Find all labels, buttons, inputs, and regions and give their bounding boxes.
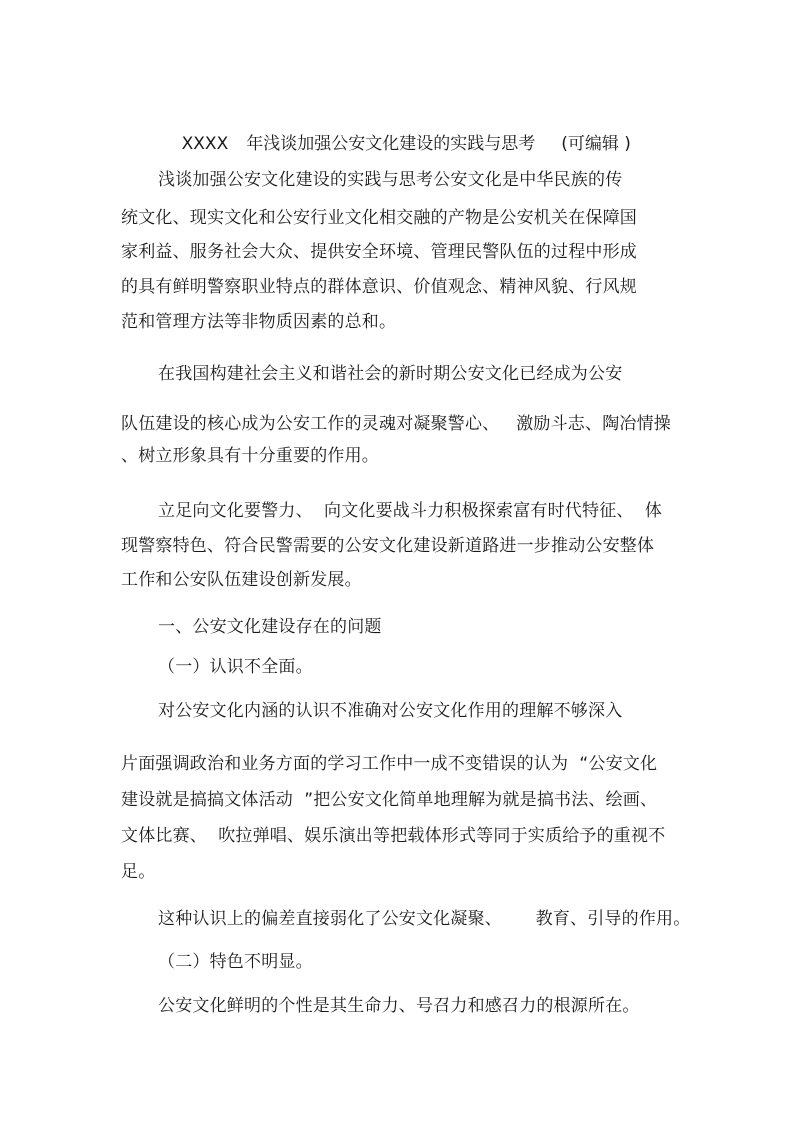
subsection-heading-2: （二）特色不明显。: [158, 952, 313, 972]
paragraph-1-line-5: 范和管理方法等非物质因素的总和。: [121, 312, 397, 332]
paragraph-3-line-1: 立足向文化要警力、 向文化要战斗力积极探索富有时代特征、 体: [158, 501, 663, 521]
paragraph-4-line-1: 对公安文化内涵的认识不准确对公安文化作用的理解不够深入: [158, 701, 623, 721]
paragraph-1-line-4: 的具有鲜明警察职业特点的群体意识、价值观念、精神风貌、行风规: [121, 277, 637, 297]
paragraph-5-line-1: 片面强调政治和业务方面的学习工作中一成不变错误的认为 “公安文化: [121, 754, 658, 774]
subsection-heading-1: （一）认识不全面。: [158, 657, 313, 677]
paragraph-7-line-1: 公安文化鲜明的个性是其生命力、号召力和感召力的根源所在。: [158, 996, 640, 1016]
paragraph-2-line-2: 队伍建设的核心成为公安工作的灵魂对凝聚警心、 激励斗志、陶冶情操: [121, 414, 672, 434]
paragraph-6-line-1: 这种认识上的偏差直接弱化了公安文化凝聚、 教育、引导的作用。: [158, 909, 691, 929]
paragraph-2-line-3: 、树立形象具有十分重要的作用。: [121, 446, 379, 466]
section-heading-1: 一、公安文化建设存在的问题: [158, 617, 382, 637]
paragraph-3-line-2: 现警察特色、符合民警需要的公安文化建设新道路进一步推动公安整体: [121, 536, 655, 556]
paragraph-1-line-1: 浅谈加强公安文化建设的实践与思考公安文化是中华民族的传: [158, 170, 623, 190]
title-suffix: (可编辑 ): [561, 134, 631, 154]
title-prefix: XXXX: [181, 134, 229, 154]
paragraph-1-line-2: 统文化、现实文化和公安行业文化相交融的产物是公安机关在保障国: [121, 208, 637, 228]
paragraph-5-line-4: 足。: [121, 862, 156, 882]
document-title: [160, 111, 631, 177]
paragraph-3-line-3: 工作和公安队伍建设创新发展。: [121, 570, 362, 590]
paragraph-5-line-3: 文体比赛、 吹拉弹唱、娱乐演出等把载体形式等同于实质给予的重视不: [121, 826, 666, 846]
paragraph-2-line-1: 在我国构建社会主义和谐社会的新时期公安文化已经成为公安: [158, 364, 623, 384]
paragraph-5-line-2: 建设就是搞搞文体活动 ”把公安文化简单地理解为就是搞书法、绘画、: [121, 790, 658, 810]
paragraph-1-line-3: 家利益、服务社会大众、提供安全环境、管理民警队伍的过程中形成: [121, 242, 637, 262]
title-main: 年浅谈加强公安文化建设的实践与思考: [246, 134, 536, 154]
